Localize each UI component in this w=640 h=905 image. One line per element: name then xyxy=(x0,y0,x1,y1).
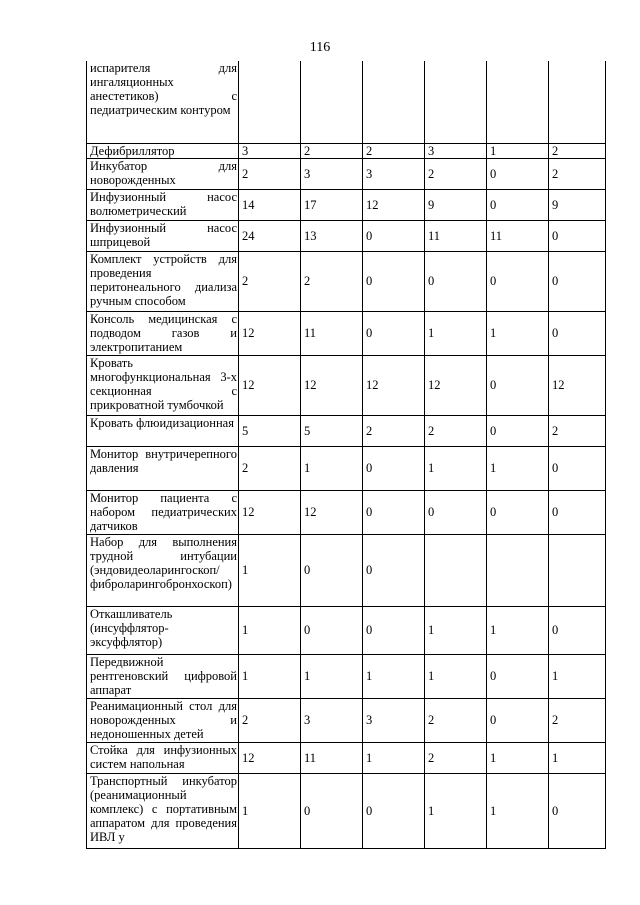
equipment-name: Монитор пациента с набором педиатрических датчиков xyxy=(87,490,239,534)
quantity-cell: 2 xyxy=(301,143,363,158)
quantity-cell xyxy=(363,61,425,143)
quantity-cell: 1 xyxy=(549,654,606,698)
equipment-name: Стойка для инфузионных систем напольная xyxy=(87,742,239,773)
quantity-cell: 0 xyxy=(487,251,549,311)
quantity-cell: 1 xyxy=(487,606,549,654)
quantity-cell: 12 xyxy=(549,355,606,415)
quantity-cell: 12 xyxy=(363,355,425,415)
quantity-cell: 2 xyxy=(239,158,301,189)
quantity-cell: 3 xyxy=(363,698,425,742)
equipment-name: Набор для выполнения трудной интубации (эндовидеоларингоскоп/ фиброларингобронхоскоп) xyxy=(87,534,239,606)
quantity-cell: 2 xyxy=(425,698,487,742)
quantity-cell: 0 xyxy=(363,773,425,848)
quantity-cell: 0 xyxy=(487,355,549,415)
quantity-cell xyxy=(549,61,606,143)
quantity-cell: 0 xyxy=(363,311,425,355)
quantity-cell: 0 xyxy=(363,446,425,490)
quantity-cell xyxy=(549,534,606,606)
table-row xyxy=(87,773,606,848)
quantity-cell xyxy=(425,534,487,606)
quantity-cell: 1 xyxy=(239,534,301,606)
quantity-cell: 3 xyxy=(301,698,363,742)
table-row xyxy=(87,251,606,311)
quantity-cell: 0 xyxy=(425,490,487,534)
quantity-cell: 0 xyxy=(487,698,549,742)
quantity-cell: 11 xyxy=(301,742,363,773)
equipment-name: Инкубатор для новорожденных xyxy=(87,158,239,189)
quantity-cell: 2 xyxy=(549,415,606,446)
equipment-name: Транспортный инкубатор (реанимационный комплекс) с портативным аппаратом для проведения ИВЛ у xyxy=(87,773,239,848)
quantity-cell xyxy=(487,534,549,606)
equipment-name: Откашливатель (инсуффлятор-эксуффлятор) xyxy=(87,606,239,654)
equipment-name: испарителя для ингаляционных анестетиков) с педиатрическим контуром xyxy=(87,61,239,143)
quantity-cell: 3 xyxy=(363,158,425,189)
quantity-cell: 2 xyxy=(239,251,301,311)
quantity-cell xyxy=(239,61,301,143)
quantity-cell: 3 xyxy=(425,143,487,158)
quantity-cell xyxy=(487,61,549,143)
equipment-name: Передвижной рентгеновский цифровой аппарат xyxy=(87,654,239,698)
quantity-cell: 1 xyxy=(239,773,301,848)
quantity-cell: 12 xyxy=(239,742,301,773)
equipment-table xyxy=(86,61,606,849)
quantity-cell: 2 xyxy=(549,143,606,158)
quantity-cell: 1 xyxy=(487,143,549,158)
table-row xyxy=(87,220,606,251)
equipment-name: Реанимационный стол для новорожденных и недоношенных детей xyxy=(87,698,239,742)
table-row xyxy=(87,355,606,415)
quantity-cell: 1 xyxy=(425,606,487,654)
quantity-cell: 3 xyxy=(239,143,301,158)
quantity-cell: 1 xyxy=(425,446,487,490)
quantity-cell: 0 xyxy=(487,415,549,446)
equipment-name: Консоль медицинская с подводом газов и электропитанием xyxy=(87,311,239,355)
quantity-cell: 1 xyxy=(239,606,301,654)
table-row xyxy=(87,654,606,698)
quantity-cell: 2 xyxy=(425,742,487,773)
quantity-cell: 9 xyxy=(425,189,487,220)
table-row xyxy=(87,143,606,158)
quantity-cell: 2 xyxy=(425,415,487,446)
table-row xyxy=(87,189,606,220)
quantity-cell: 1 xyxy=(549,742,606,773)
quantity-cell: 2 xyxy=(363,143,425,158)
quantity-cell: 12 xyxy=(301,355,363,415)
quantity-cell: 11 xyxy=(425,220,487,251)
equipment-name: Монитор внутричерепного давления xyxy=(87,446,239,490)
quantity-cell: 0 xyxy=(487,490,549,534)
equipment-name: Инфузионный насос шприцевой xyxy=(87,220,239,251)
table-row xyxy=(87,446,606,490)
quantity-cell: 0 xyxy=(301,773,363,848)
quantity-cell: 11 xyxy=(487,220,549,251)
table-row xyxy=(87,311,606,355)
quantity-cell: 0 xyxy=(549,220,606,251)
quantity-cell: 1 xyxy=(301,446,363,490)
equipment-name: Кровать флюидизационная xyxy=(87,415,239,446)
quantity-cell: 2 xyxy=(301,251,363,311)
quantity-cell: 1 xyxy=(487,773,549,848)
quantity-cell: 0 xyxy=(549,773,606,848)
table-row xyxy=(87,534,606,606)
quantity-cell: 0 xyxy=(487,158,549,189)
quantity-cell: 1 xyxy=(239,654,301,698)
quantity-cell: 0 xyxy=(363,534,425,606)
quantity-cell: 0 xyxy=(363,220,425,251)
table-row xyxy=(87,490,606,534)
equipment-name: Кровать многофункциональная 3-х секционная с прикроватной тумбочкой xyxy=(87,355,239,415)
quantity-cell: 0 xyxy=(301,534,363,606)
quantity-cell: 0 xyxy=(549,490,606,534)
quantity-cell: 1 xyxy=(425,654,487,698)
quantity-cell: 1 xyxy=(301,654,363,698)
equipment-name: Инфузионный насос волюметрический xyxy=(87,189,239,220)
quantity-cell: 2 xyxy=(239,698,301,742)
page-number: 116 xyxy=(309,40,331,55)
quantity-cell: 1 xyxy=(487,446,549,490)
table-row xyxy=(87,742,606,773)
quantity-cell: 2 xyxy=(363,415,425,446)
quantity-cell: 0 xyxy=(549,251,606,311)
quantity-cell: 3 xyxy=(301,158,363,189)
table-row xyxy=(87,61,606,143)
quantity-cell: 1 xyxy=(425,773,487,848)
quantity-cell: 2 xyxy=(425,158,487,189)
equipment-name: Дефибриллятор xyxy=(87,143,239,158)
quantity-cell: 0 xyxy=(363,251,425,311)
quantity-cell: 0 xyxy=(425,251,487,311)
quantity-cell: 0 xyxy=(487,654,549,698)
quantity-cell: 1 xyxy=(363,654,425,698)
quantity-cell xyxy=(425,61,487,143)
quantity-cell: 0 xyxy=(363,490,425,534)
quantity-cell: 12 xyxy=(239,490,301,534)
equipment-name: Комплект устройств для проведения перитонеального диализа ручным способом xyxy=(87,251,239,311)
quantity-cell: 17 xyxy=(301,189,363,220)
quantity-cell: 12 xyxy=(239,311,301,355)
quantity-cell: 12 xyxy=(363,189,425,220)
quantity-cell: 12 xyxy=(239,355,301,415)
quantity-cell: 5 xyxy=(239,415,301,446)
table-row xyxy=(87,158,606,189)
quantity-cell: 2 xyxy=(549,158,606,189)
quantity-cell: 12 xyxy=(301,490,363,534)
quantity-cell: 14 xyxy=(239,189,301,220)
quantity-cell: 1 xyxy=(487,742,549,773)
table-row xyxy=(87,698,606,742)
quantity-cell: 0 xyxy=(487,189,549,220)
quantity-cell: 1 xyxy=(487,311,549,355)
quantity-cell: 0 xyxy=(549,446,606,490)
quantity-cell: 13 xyxy=(301,220,363,251)
table-row xyxy=(87,606,606,654)
table-row xyxy=(87,415,606,446)
quantity-cell: 2 xyxy=(239,446,301,490)
quantity-cell xyxy=(301,61,363,143)
quantity-cell: 11 xyxy=(301,311,363,355)
quantity-cell: 0 xyxy=(549,606,606,654)
quantity-cell: 0 xyxy=(549,311,606,355)
quantity-cell: 2 xyxy=(549,698,606,742)
quantity-cell: 0 xyxy=(363,606,425,654)
quantity-cell: 24 xyxy=(239,220,301,251)
quantity-cell: 12 xyxy=(425,355,487,415)
quantity-cell: 1 xyxy=(363,742,425,773)
quantity-cell: 0 xyxy=(301,606,363,654)
quantity-cell: 9 xyxy=(549,189,606,220)
quantity-cell: 5 xyxy=(301,415,363,446)
quantity-cell: 1 xyxy=(425,311,487,355)
